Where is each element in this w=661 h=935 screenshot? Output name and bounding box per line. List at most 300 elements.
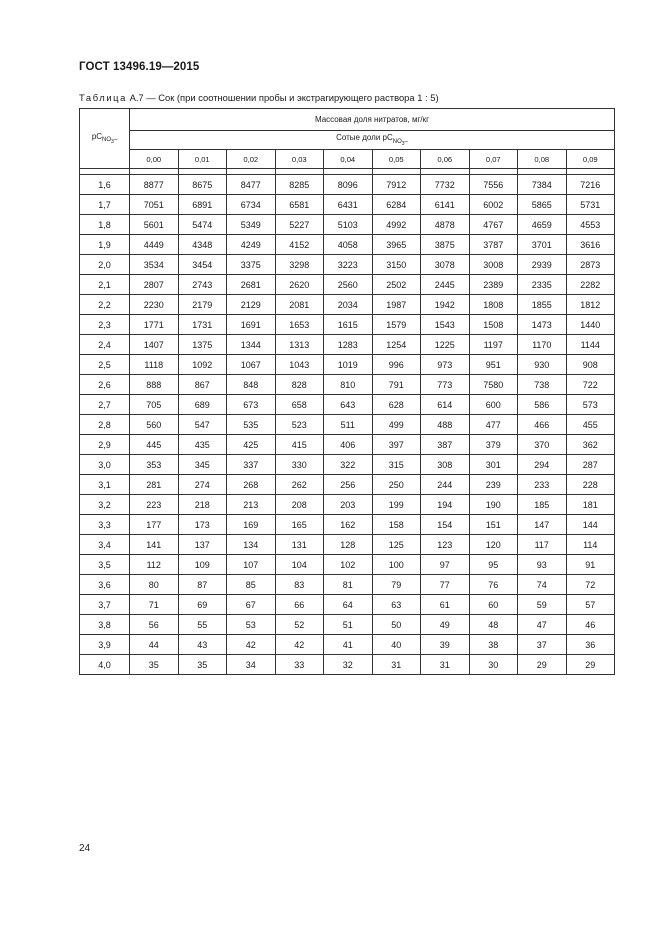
value-cell: 233 bbox=[518, 475, 567, 495]
value-cell: 1771 bbox=[130, 315, 179, 335]
row-key-cell: 3,7 bbox=[80, 595, 130, 615]
value-cell: 112 bbox=[130, 555, 179, 575]
value-cell: 8285 bbox=[275, 175, 324, 195]
value-cell: 71 bbox=[130, 595, 179, 615]
value-cell: 1118 bbox=[130, 355, 179, 375]
value-cell: 29 bbox=[566, 655, 615, 675]
value-cell: 1508 bbox=[469, 315, 518, 335]
value-cell: 77 bbox=[421, 575, 470, 595]
value-cell: 274 bbox=[178, 475, 227, 495]
value-cell: 435 bbox=[178, 435, 227, 455]
row-key-cell: 2,2 bbox=[80, 295, 130, 315]
sub-header: Сотые доли $pC_{NO_3-}$ bbox=[130, 131, 615, 150]
value-cell: 1313 bbox=[275, 335, 324, 355]
column-header: 0,02 bbox=[227, 150, 276, 169]
value-cell: 151 bbox=[469, 515, 518, 535]
row-key-cell: 1,8 bbox=[80, 215, 130, 235]
value-cell: 4659 bbox=[518, 215, 567, 235]
value-cell: 52 bbox=[275, 615, 324, 635]
value-cell: 125 bbox=[372, 535, 421, 555]
row-key-cell: 4,0 bbox=[80, 655, 130, 675]
value-cell: 1407 bbox=[130, 335, 179, 355]
value-cell: 48 bbox=[469, 615, 518, 635]
value-cell: 3298 bbox=[275, 255, 324, 275]
value-cell: 908 bbox=[566, 355, 615, 375]
value-cell: 8477 bbox=[227, 175, 276, 195]
value-cell: 137 bbox=[178, 535, 227, 555]
value-cell: 362 bbox=[566, 435, 615, 455]
value-cell: 42 bbox=[275, 635, 324, 655]
row-key-cell: 3,0 bbox=[80, 455, 130, 475]
value-cell: 337 bbox=[227, 455, 276, 475]
value-cell: 194 bbox=[421, 495, 470, 515]
value-cell: 1197 bbox=[469, 335, 518, 355]
value-cell: 8096 bbox=[324, 175, 373, 195]
value-cell: 47 bbox=[518, 615, 567, 635]
value-cell: 53 bbox=[227, 615, 276, 635]
table-row bbox=[80, 595, 615, 615]
value-cell: 425 bbox=[227, 435, 276, 455]
value-cell: 1067 bbox=[227, 355, 276, 375]
caption-text: — Сок (при соотношении пробы и экстрагирующего раствора 1 : 5) bbox=[146, 92, 439, 103]
value-cell: 2129 bbox=[227, 295, 276, 315]
value-cell: 573 bbox=[566, 395, 615, 415]
table-row bbox=[80, 395, 615, 415]
caption-number: А.7 bbox=[129, 92, 144, 103]
value-cell: 60 bbox=[469, 595, 518, 615]
value-cell: 5103 bbox=[324, 215, 373, 235]
value-cell: 3701 bbox=[518, 235, 567, 255]
value-cell: 7051 bbox=[130, 195, 179, 215]
value-cell: 2445 bbox=[421, 275, 470, 295]
value-cell: 4249 bbox=[227, 235, 276, 255]
table-row bbox=[80, 635, 615, 655]
value-cell: 614 bbox=[421, 395, 470, 415]
value-cell: 128 bbox=[324, 535, 373, 555]
value-cell: 32 bbox=[324, 655, 373, 675]
value-cell: 2743 bbox=[178, 275, 227, 295]
row-key-cell: 2,0 bbox=[80, 255, 130, 275]
value-cell: 34 bbox=[227, 655, 276, 675]
value-cell: 2939 bbox=[518, 255, 567, 275]
value-cell: 181 bbox=[566, 495, 615, 515]
value-cell: 2230 bbox=[130, 295, 179, 315]
value-cell: 38 bbox=[469, 635, 518, 655]
value-cell: 499 bbox=[372, 415, 421, 435]
row-key-cell: 1,9 bbox=[80, 235, 130, 255]
value-cell: 722 bbox=[566, 375, 615, 395]
value-cell: 560 bbox=[130, 415, 179, 435]
value-cell: 5731 bbox=[566, 195, 615, 215]
value-cell: 76 bbox=[469, 575, 518, 595]
value-cell: 466 bbox=[518, 415, 567, 435]
value-cell: 87 bbox=[178, 575, 227, 595]
value-cell: 379 bbox=[469, 435, 518, 455]
value-cell: 2560 bbox=[324, 275, 373, 295]
value-cell: 2081 bbox=[275, 295, 324, 315]
value-cell: 397 bbox=[372, 435, 421, 455]
value-cell: 67 bbox=[227, 595, 276, 615]
value-cell: 33 bbox=[275, 655, 324, 675]
value-cell: 36 bbox=[566, 635, 615, 655]
table-caption bbox=[79, 92, 439, 103]
value-cell: 185 bbox=[518, 495, 567, 515]
value-cell: 406 bbox=[324, 435, 373, 455]
value-cell: 1225 bbox=[421, 335, 470, 355]
value-cell: 1543 bbox=[421, 315, 470, 335]
value-cell: 658 bbox=[275, 395, 324, 415]
value-cell: 2282 bbox=[566, 275, 615, 295]
row-key-cell: 2,3 bbox=[80, 315, 130, 335]
table-row bbox=[80, 215, 615, 235]
value-cell: 213 bbox=[227, 495, 276, 515]
row-key-cell: 2,9 bbox=[80, 435, 130, 455]
value-cell: 705 bbox=[130, 395, 179, 415]
value-cell: 63 bbox=[372, 595, 421, 615]
value-cell: 1473 bbox=[518, 315, 567, 335]
value-cell: 5227 bbox=[275, 215, 324, 235]
value-cell: 30 bbox=[469, 655, 518, 675]
value-cell: 1344 bbox=[227, 335, 276, 355]
value-cell: 35 bbox=[178, 655, 227, 675]
value-cell: 134 bbox=[227, 535, 276, 555]
table-row bbox=[80, 335, 615, 355]
value-cell: 120 bbox=[469, 535, 518, 555]
value-cell: 85 bbox=[227, 575, 276, 595]
value-cell: 3078 bbox=[421, 255, 470, 275]
row-key-cell: 3,1 bbox=[80, 475, 130, 495]
table-row bbox=[80, 195, 615, 215]
value-cell: 123 bbox=[421, 535, 470, 555]
column-header: 0,08 bbox=[518, 150, 567, 169]
value-cell: 228 bbox=[566, 475, 615, 495]
value-cell: 64 bbox=[324, 595, 373, 615]
value-cell: 600 bbox=[469, 395, 518, 415]
value-cell: 117 bbox=[518, 535, 567, 555]
value-cell: 44 bbox=[130, 635, 179, 655]
table-row bbox=[80, 615, 615, 635]
row-key-cell: 2,1 bbox=[80, 275, 130, 295]
table-row bbox=[80, 235, 615, 255]
value-cell: 3965 bbox=[372, 235, 421, 255]
value-cell: 3534 bbox=[130, 255, 179, 275]
value-cell: 40 bbox=[372, 635, 421, 655]
value-cell: 773 bbox=[421, 375, 470, 395]
column-header: 0,06 bbox=[421, 150, 470, 169]
value-cell: 109 bbox=[178, 555, 227, 575]
group-header: Массовая доля нитратов, мг/кг bbox=[130, 109, 615, 131]
value-cell: 35 bbox=[130, 655, 179, 675]
value-cell: 83 bbox=[275, 575, 324, 595]
value-cell: 1092 bbox=[178, 355, 227, 375]
row-key-cell: 3,2 bbox=[80, 495, 130, 515]
value-cell: 345 bbox=[178, 455, 227, 475]
value-cell: 2335 bbox=[518, 275, 567, 295]
row-key-cell: 1,7 bbox=[80, 195, 130, 215]
value-cell: 445 bbox=[130, 435, 179, 455]
value-cell: 72 bbox=[566, 575, 615, 595]
value-cell: 97 bbox=[421, 555, 470, 575]
row-key-cell: 2,5 bbox=[80, 355, 130, 375]
value-cell: 59 bbox=[518, 595, 567, 615]
value-cell: 79 bbox=[372, 575, 421, 595]
value-cell: 5601 bbox=[130, 215, 179, 235]
value-cell: 7732 bbox=[421, 175, 470, 195]
value-cell: 37 bbox=[518, 635, 567, 655]
value-cell: 154 bbox=[421, 515, 470, 535]
value-cell: 3454 bbox=[178, 255, 227, 275]
value-cell: 6141 bbox=[421, 195, 470, 215]
value-cell: 673 bbox=[227, 395, 276, 415]
value-cell: 158 bbox=[372, 515, 421, 535]
value-cell: 61 bbox=[421, 595, 470, 615]
value-cell: 199 bbox=[372, 495, 421, 515]
value-cell: 488 bbox=[421, 415, 470, 435]
value-cell: 6734 bbox=[227, 195, 276, 215]
value-cell: 2620 bbox=[275, 275, 324, 295]
value-cell: 5865 bbox=[518, 195, 567, 215]
value-cell: 1691 bbox=[227, 315, 276, 335]
value-cell: 2034 bbox=[324, 295, 373, 315]
value-cell: 107 bbox=[227, 555, 276, 575]
value-cell: 1812 bbox=[566, 295, 615, 315]
value-cell: 1019 bbox=[324, 355, 373, 375]
value-cell: 31 bbox=[421, 655, 470, 675]
value-cell: 51 bbox=[324, 615, 373, 635]
value-cell: 930 bbox=[518, 355, 567, 375]
table-row bbox=[80, 175, 615, 195]
value-cell: 828 bbox=[275, 375, 324, 395]
value-cell: 387 bbox=[421, 435, 470, 455]
row-key-cell: 2,8 bbox=[80, 415, 130, 435]
value-cell: 208 bbox=[275, 495, 324, 515]
column-header: 0,04 bbox=[324, 150, 373, 169]
value-cell: 4878 bbox=[421, 215, 470, 235]
value-cell: 6431 bbox=[324, 195, 373, 215]
table-row bbox=[80, 575, 615, 595]
value-cell: 867 bbox=[178, 375, 227, 395]
value-cell: 46 bbox=[566, 615, 615, 635]
value-cell: 2681 bbox=[227, 275, 276, 295]
value-cell: 3150 bbox=[372, 255, 421, 275]
value-cell: 8877 bbox=[130, 175, 179, 195]
value-cell: 2873 bbox=[566, 255, 615, 275]
value-cell: 39 bbox=[421, 635, 470, 655]
column-header: 0,05 bbox=[372, 150, 421, 169]
value-cell: 281 bbox=[130, 475, 179, 495]
value-cell: 1653 bbox=[275, 315, 324, 335]
table-row bbox=[80, 515, 615, 535]
value-cell: 114 bbox=[566, 535, 615, 555]
value-cell: 165 bbox=[275, 515, 324, 535]
data-table bbox=[79, 108, 615, 675]
value-cell: 3223 bbox=[324, 255, 373, 275]
table-row bbox=[80, 415, 615, 435]
value-cell: 100 bbox=[372, 555, 421, 575]
value-cell: 308 bbox=[421, 455, 470, 475]
value-cell: 239 bbox=[469, 475, 518, 495]
value-cell: 131 bbox=[275, 535, 324, 555]
row-key-cell: 3,6 bbox=[80, 575, 130, 595]
value-cell: 2179 bbox=[178, 295, 227, 315]
value-cell: 294 bbox=[518, 455, 567, 475]
value-cell: 1170 bbox=[518, 335, 567, 355]
value-cell: 81 bbox=[324, 575, 373, 595]
value-cell: 66 bbox=[275, 595, 324, 615]
page-number: 24 bbox=[79, 843, 91, 854]
value-cell: 1440 bbox=[566, 315, 615, 335]
value-cell: 586 bbox=[518, 395, 567, 415]
value-cell: 102 bbox=[324, 555, 373, 575]
value-cell: 4992 bbox=[372, 215, 421, 235]
column-header: 0,01 bbox=[178, 150, 227, 169]
value-cell: 69 bbox=[178, 595, 227, 615]
column-header: 0,00 bbox=[130, 150, 179, 169]
value-cell: 2389 bbox=[469, 275, 518, 295]
value-cell: 55 bbox=[178, 615, 227, 635]
value-cell: 4152 bbox=[275, 235, 324, 255]
value-cell: 1808 bbox=[469, 295, 518, 315]
table-row bbox=[80, 435, 615, 455]
value-cell: 888 bbox=[130, 375, 179, 395]
value-cell: 50 bbox=[372, 615, 421, 635]
value-cell: 80 bbox=[130, 575, 179, 595]
value-cell: 738 bbox=[518, 375, 567, 395]
value-cell: 93 bbox=[518, 555, 567, 575]
table-row bbox=[80, 475, 615, 495]
value-cell: 250 bbox=[372, 475, 421, 495]
value-cell: 218 bbox=[178, 495, 227, 515]
value-cell: 8675 bbox=[178, 175, 227, 195]
value-cell: 628 bbox=[372, 395, 421, 415]
value-cell: 1043 bbox=[275, 355, 324, 375]
value-cell: 244 bbox=[421, 475, 470, 495]
table-row bbox=[80, 495, 615, 515]
row-key-cell: 3,8 bbox=[80, 615, 130, 635]
value-cell: 1731 bbox=[178, 315, 227, 335]
value-cell: 203 bbox=[324, 495, 373, 515]
value-cell: 3008 bbox=[469, 255, 518, 275]
value-cell: 268 bbox=[227, 475, 276, 495]
value-cell: 7912 bbox=[372, 175, 421, 195]
value-cell: 3787 bbox=[469, 235, 518, 255]
table-row bbox=[80, 315, 615, 335]
value-cell: 4767 bbox=[469, 215, 518, 235]
value-cell: 951 bbox=[469, 355, 518, 375]
value-cell: 689 bbox=[178, 395, 227, 415]
column-header: 0,09 bbox=[566, 150, 615, 169]
table-row bbox=[80, 295, 615, 315]
value-cell: 315 bbox=[372, 455, 421, 475]
value-cell: 3875 bbox=[421, 235, 470, 255]
value-cell: 4348 bbox=[178, 235, 227, 255]
value-cell: 287 bbox=[566, 455, 615, 475]
value-cell: 4058 bbox=[324, 235, 373, 255]
value-cell: 177 bbox=[130, 515, 179, 535]
value-cell: 74 bbox=[518, 575, 567, 595]
row-key-cell: 3,5 bbox=[80, 555, 130, 575]
value-cell: 973 bbox=[421, 355, 470, 375]
value-cell: 415 bbox=[275, 435, 324, 455]
value-cell: 42 bbox=[227, 635, 276, 655]
value-cell: 511 bbox=[324, 415, 373, 435]
table-row bbox=[80, 555, 615, 575]
value-cell: 810 bbox=[324, 375, 373, 395]
table-row bbox=[80, 275, 615, 295]
value-cell: 1254 bbox=[372, 335, 421, 355]
column-header: 0,07 bbox=[469, 150, 518, 169]
value-cell: 1942 bbox=[421, 295, 470, 315]
value-cell: 31 bbox=[372, 655, 421, 675]
value-cell: 7384 bbox=[518, 175, 567, 195]
value-cell: 353 bbox=[130, 455, 179, 475]
value-cell: 104 bbox=[275, 555, 324, 575]
value-cell: 4449 bbox=[130, 235, 179, 255]
value-cell: 547 bbox=[178, 415, 227, 435]
value-cell: 322 bbox=[324, 455, 373, 475]
value-cell: 91 bbox=[566, 555, 615, 575]
value-cell: 1375 bbox=[178, 335, 227, 355]
value-cell: 6891 bbox=[178, 195, 227, 215]
column-header: 0,03 bbox=[275, 150, 324, 169]
corner-header: $pC_{NO_3-}$ bbox=[80, 109, 130, 169]
row-key-cell: 2,4 bbox=[80, 335, 130, 355]
value-cell: 57 bbox=[566, 595, 615, 615]
value-cell: 1579 bbox=[372, 315, 421, 335]
value-cell: 223 bbox=[130, 495, 179, 515]
value-cell: 6581 bbox=[275, 195, 324, 215]
row-key-cell: 2,7 bbox=[80, 395, 130, 415]
value-cell: 141 bbox=[130, 535, 179, 555]
value-cell: 643 bbox=[324, 395, 373, 415]
value-cell: 301 bbox=[469, 455, 518, 475]
value-cell: 162 bbox=[324, 515, 373, 535]
value-cell: 1987 bbox=[372, 295, 421, 315]
value-cell: 256 bbox=[324, 475, 373, 495]
value-cell: 791 bbox=[372, 375, 421, 395]
caption-label: Таблица bbox=[79, 92, 127, 103]
value-cell: 455 bbox=[566, 415, 615, 435]
value-cell: 173 bbox=[178, 515, 227, 535]
value-cell: 3375 bbox=[227, 255, 276, 275]
value-cell: 5474 bbox=[178, 215, 227, 235]
row-key-cell: 3,4 bbox=[80, 535, 130, 555]
value-cell: 1855 bbox=[518, 295, 567, 315]
table-row bbox=[80, 535, 615, 555]
row-key-cell: 3,3 bbox=[80, 515, 130, 535]
row-key-cell: 1,6 bbox=[80, 175, 130, 195]
table-row bbox=[80, 355, 615, 375]
document-code: ГОСТ 13496.19—2015 bbox=[79, 61, 200, 73]
value-cell: 7556 bbox=[469, 175, 518, 195]
value-cell: 1615 bbox=[324, 315, 373, 335]
value-cell: 996 bbox=[372, 355, 421, 375]
value-cell: 169 bbox=[227, 515, 276, 535]
value-cell: 848 bbox=[227, 375, 276, 395]
value-cell: 2502 bbox=[372, 275, 421, 295]
value-cell: 3616 bbox=[566, 235, 615, 255]
value-cell: 2807 bbox=[130, 275, 179, 295]
table-row bbox=[80, 375, 615, 395]
value-cell: 6002 bbox=[469, 195, 518, 215]
value-cell: 95 bbox=[469, 555, 518, 575]
value-cell: 330 bbox=[275, 455, 324, 475]
value-cell: 1283 bbox=[324, 335, 373, 355]
value-cell: 523 bbox=[275, 415, 324, 435]
value-cell: 7580 bbox=[469, 375, 518, 395]
value-cell: 43 bbox=[178, 635, 227, 655]
table-row bbox=[80, 255, 615, 275]
